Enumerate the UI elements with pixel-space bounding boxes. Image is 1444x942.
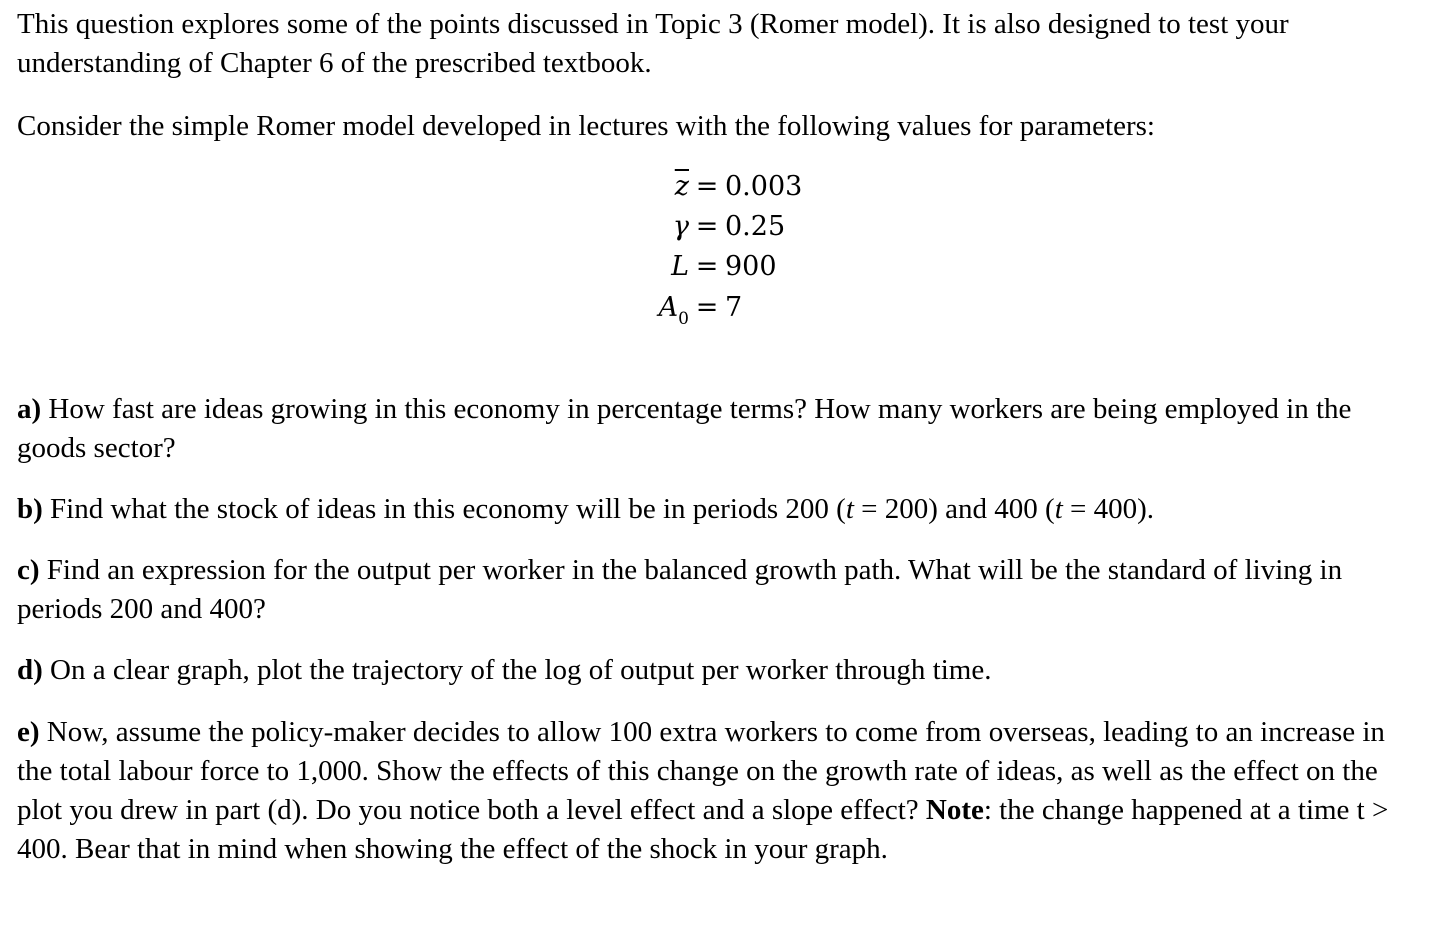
question-text: Find an expression for the output per worker in the balanced growth path. What will be the standard of living in periods 200 and 400? [17,554,1343,625]
question-label: c) [17,554,40,586]
parameter-symbol: A [658,292,679,323]
consider-paragraph: Consider the simple Romer model developed in lectures with the following values for parameters: [17,110,1155,142]
parameter-subscript: 0 [678,309,689,329]
question-label: b) [17,493,43,525]
parameter-L [17,247,1427,286]
question-text: Find what the stock of ideas in this economy will be in periods 200 ( [50,493,846,525]
question-e [17,713,1417,869]
question-text: Now, assume the policy-maker decides to allow 100 extra workers to come from overseas, leading to an increase in the total labour force to 1,000. Show the effects of this change on the growth rate of ideas, as well as the effect on the plot you drew in part (d). Do you notice both a level effect and a slope effect? [17,716,1385,826]
question-label: e) [17,716,40,748]
parameter-symbol: $\overline{z}$ [674,171,689,202]
parameter-A0 [17,288,1427,339]
question-b [17,490,1417,529]
question-label: d) [17,654,43,686]
equals-sign: = [695,211,719,242]
parameter-value: 7 [725,292,743,323]
question-a [17,390,1417,468]
equals-sign: = [695,171,719,202]
parameter-symbol: γ [672,211,689,242]
parameter-symbol: L [671,251,689,282]
parameter-value: 900 [725,251,777,282]
question-text: = 200) and 400 ( [853,493,1055,525]
question-text: : the change happened at a time t > 400. Bear that in mind when showing the effect of the shock in your graph. [17,794,1389,865]
question-label: a) [17,393,42,425]
equals-sign: = [695,251,719,282]
question-d [17,651,1417,690]
question-text: How fast are ideas growing in this economy in percentage terms? How many workers are being employed in the goods sector? [17,393,1352,464]
intro-paragraph: This question explores some of the points discussed in Topic 3 (Romer model). It is also designed to test your understanding of Chapter 6 of the prescribed textbook. [17,8,1289,79]
time-variable: t [1054,493,1063,525]
parameter-z-bar [17,167,1427,206]
question-text: On a clear graph, plot the trajectory of the log of output per worker through time. [50,654,992,686]
question-c [17,551,1417,629]
parameter-value: 0.003 [725,171,803,202]
parameter-value: 0.25 [725,211,786,242]
question-text: = 400). [1062,493,1155,525]
time-variable: t [845,493,854,525]
equals-sign: = [695,292,719,323]
note-label: Note [925,794,984,826]
parameter-gamma [17,207,1427,246]
